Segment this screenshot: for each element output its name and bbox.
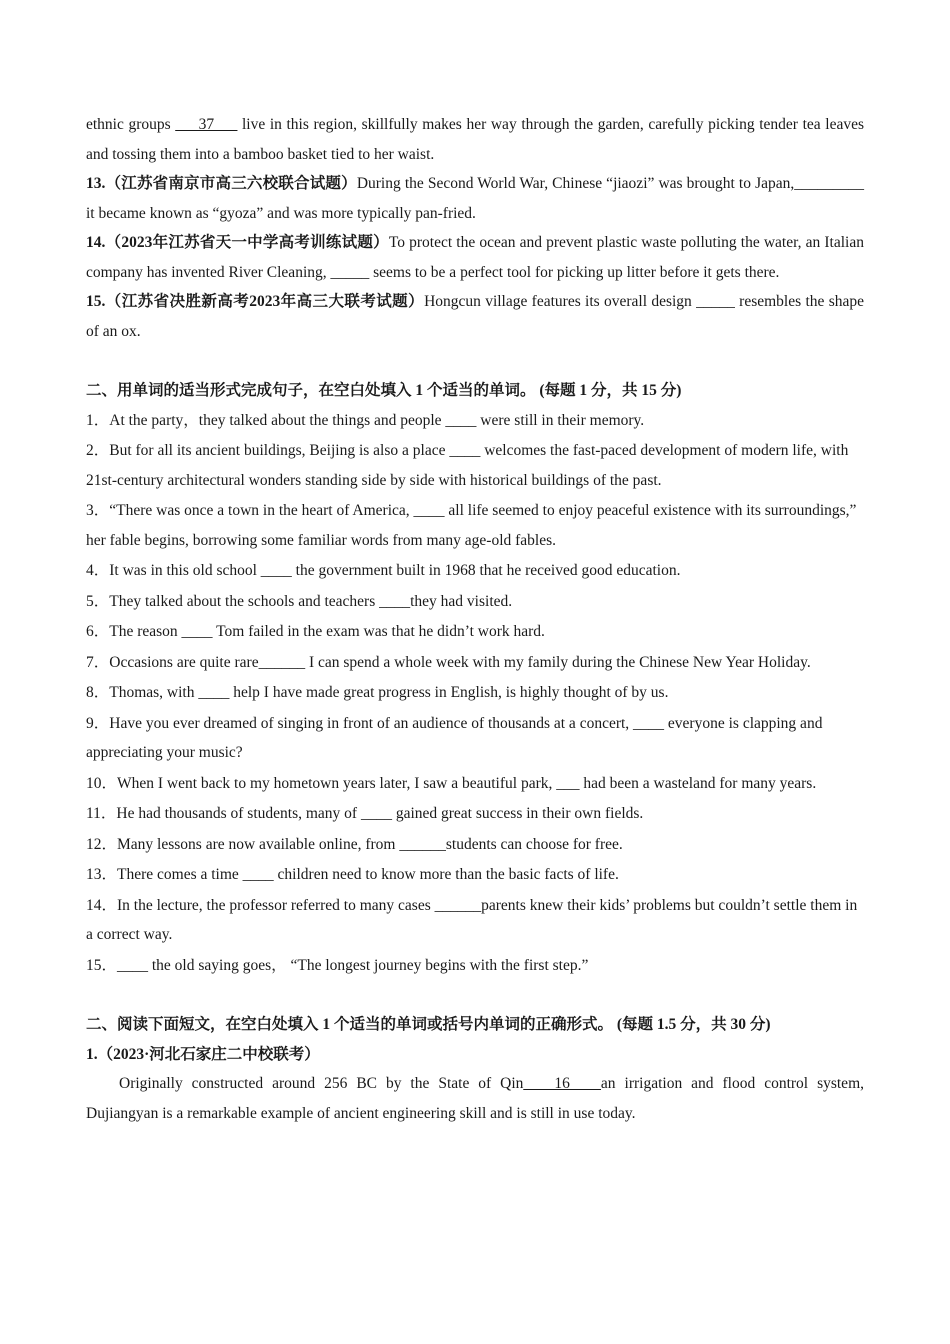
sentence-item: 10．When I went back to my hometown years later, I saw a beautiful park, ___ had been a wasteland for many years. — [86, 774, 817, 792]
sentence-item: 6．The reason ____ Tom failed in the exam was that he didn’t work hard. — [86, 623, 545, 640]
sentence-item: 4．It was in this old school ____ the government built in 1968 that he received good education. — [86, 562, 681, 579]
question-13: 13.（江苏省南京市高三六校联合试题）During the Second World War, Chinese “jiaozi” was brought to Japan,_________ it became known as “gyoza” and was more typically pan-fried. — [86, 175, 864, 222]
sentence-item: 5．They talked about the schools and teachers ____they had visited. — [86, 592, 513, 610]
sentence-item: 7．Occasions are quite rare______ I can spend a whole week with my family during the Chinese New Year Holiday. — [86, 653, 811, 671]
text: live in this region, skillfully makes her way through the garden, carefully picking tender tea leaves and tossing them into a bamboo basket tied to her waist. — [86, 116, 864, 163]
sentence-item: 1．At the party，they talked about the things and people ____ were still in their memory. — [86, 411, 645, 429]
question-source: （2023年江苏省天一中学高考训练试题） — [105, 234, 389, 251]
question-14: 14.（2023年江苏省天一中学高考训练试题）To protect the ocean and prevent plastic waste polluting the water, an Italian company has invented River Cleaning, _____ seems to be a perfect tool for picking up litter before it gets there. — [86, 234, 864, 281]
sentence-item: 3．“There was once a town in the heart of America, ____ all life seemed to enjoy peaceful existence with its surroundings,” her fable begins, borrowing some familiar words from many age-old fables. — [86, 502, 857, 549]
text: ethnic groups — [86, 116, 176, 133]
sentence-item: 2．But for all its ancient buildings, Beijing is also a place ____ welcomes the fast-paced development of modern life, with 21st-century architectural wonders standing side by side with historical buildings of the past. — [86, 442, 849, 489]
passage-source: 1.（2023·河北石家庄二中校联考） — [86, 1045, 320, 1063]
question-15: 15.（江苏省决胜新高考2023年高三大联考试题）Hongcun village features its overall design _____ resembles the shape of an ox. — [86, 293, 864, 340]
question-source: （江苏省决胜新高考2023年高三大联考试题） — [105, 293, 425, 310]
sentence-item: 11．He had thousands of students, many of ____ gained great success in their own fields. — [86, 805, 644, 822]
sentence-item: 14．In the lecture, the professor referred to many cases ______parents knew their kids’ problems but couldn’t settle them in a correct way. — [86, 896, 858, 943]
passage-paragraph: Originally constructed around 256 BC by the State of Qin____16____an irrigation and flood control system, Dujiangyan is a remarkable example of ancient engineering skill and is still in use today. — [86, 1075, 864, 1122]
carry-over-paragraph — [86, 110, 864, 169]
section-3-title: 二、阅读下面短文，在空白处填入 1 个适当的单词或括号内单词的正确形式。 (每题 1.5 分，共 30 分) — [86, 1016, 771, 1033]
sentence-item: 9．Have you ever dreamed of singing in front of an audience of thousands at a concert, ____ everyone is clapping and appreciating your music? — [86, 714, 823, 761]
sentence-item: 8．Thomas, with ____ help I have made great progress in English, is highly thought of by us. — [86, 684, 669, 701]
answer-blank-16: ____16____ — [523, 1075, 601, 1092]
document-page — [86, 110, 864, 1128]
section-2-title: 二、用单词的适当形式完成句子，在空白处填入 1 个适当的单词。 (每题 1 分，共 15 分) — [86, 382, 682, 399]
sentence-item: 13．There comes a time ____ children need to know more than the basic facts of life. — [86, 866, 619, 883]
sentence-item: 12．Many lessons are now available online, from ______students can choose for free. — [86, 835, 623, 853]
sentence-item: 15．____ the old saying goes， “The longest journey begins with the first step.” — [86, 956, 589, 974]
answer-blank-37: ___37___ — [175, 116, 238, 133]
question-source: （江苏省南京市高三六校联合试题） — [105, 175, 357, 192]
